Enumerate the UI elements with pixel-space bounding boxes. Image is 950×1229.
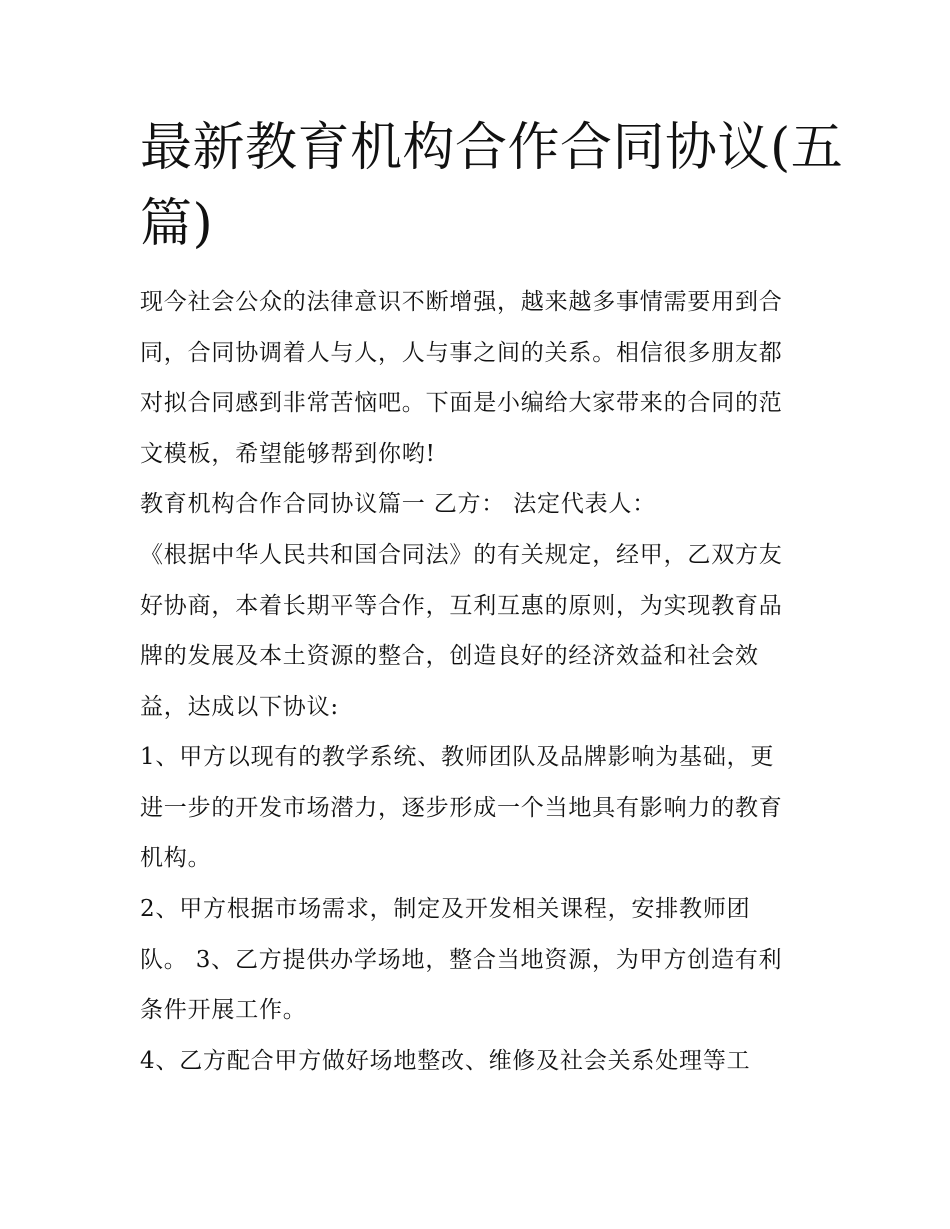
text-line: 文模板，希望能够帮到你哟! [140,440,436,467]
preamble-paragraph [140,530,820,732]
text-line: 机构。 [140,845,212,871]
text-line: 现今社会公众的法律意识不断增强，越来越多事情需要用到合 [140,289,783,315]
document-title [140,110,844,262]
contract-heading-paragraph [140,479,820,530]
text-line: 同，合同协调着人与人，人与事之间的关系。相信很多朋友都 [140,339,783,366]
text-line: 对拟合同感到非常苦恼吧。下面是小编给大家带来的合同的范 [140,390,783,416]
text-line: 进一步的开发市场潜力，逐步形成一个当地具有影响力的教育 [140,794,783,821]
text-line: 条件开展工作。 [140,997,307,1023]
text-line: 2、甲方根据市场需求，制定及开发相关课程，安排教师团 [140,896,751,922]
title-line: 最新教育机构合作合同协议(五 [140,118,844,178]
text-line: 4、乙方配合甲方做好场地整改、维修及社会关系处理等工 [140,1048,751,1074]
clause-1-paragraph [140,732,820,884]
text-line: 益，达成以下协议: [140,693,339,720]
text-line: 1、甲方以现有的教学系统、教师团队及品牌影响为基础，更 [140,744,775,770]
text-line: 教育机构合作合同协议篇一 乙方： 法定代表人： [140,491,657,517]
clause-2-3-paragraph [140,884,820,1036]
intro-paragraph [140,277,820,479]
text-line: 《根据中华人民共和国合同法》的有关规定，经甲，乙双方友 [140,542,783,568]
text-line: 队。 3、乙方提供办学场地，整合当地资源，为甲方创造有利 [140,946,783,973]
text-line: 牌的发展及本土资源的整合，创造良好的经济效益和社会效 [140,643,759,669]
clause-4-paragraph [140,1036,820,1087]
title-line: 篇) [140,194,214,254]
text-line: 好协商，本着长期平等合作，互利互惠的原则，为实现教育品 [140,592,783,619]
